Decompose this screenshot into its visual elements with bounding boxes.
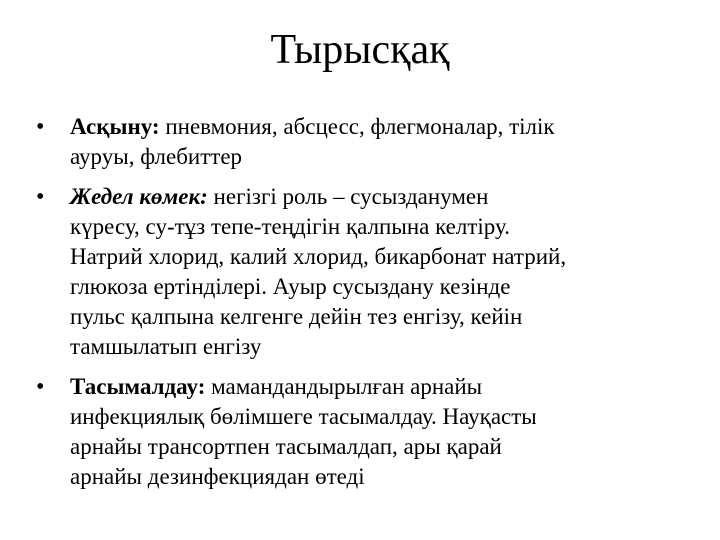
bullet-term: Асқыну: (70, 114, 160, 139)
bullet-line-2: ауруы, флебиттер (70, 144, 243, 169)
bullet-line-3: арнайы трансортпен тасымалдап, ары қарай (70, 434, 502, 459)
bullet-term: Жедел көмек: (70, 184, 208, 209)
bullet-item-complications (36, 112, 686, 172)
bullet-text: пневмония, абсцесс, флегмоналар, тілік (159, 114, 555, 139)
bullet-line-4: глюкоза ертінділері. Ауыр сусыздану кезінде (70, 274, 511, 299)
bullet-line-3: Натрий хлорид, калий хлорид, бикарбонат натрий, (70, 244, 567, 269)
bullet-item-first-aid (36, 182, 686, 362)
bullet-list (36, 112, 686, 502)
bullet-line-1 (70, 182, 686, 212)
bullet-line-5: пульс қалпына келгенге дейін тез енгізу, кейін (70, 304, 523, 329)
bullet-dot-icon: • (36, 114, 45, 140)
bullet-line-1 (70, 372, 686, 402)
bullet-line-6: тамшылатып енгізу (70, 334, 262, 359)
bullet-line-4: арнайы дезинфекциядан өтеді (70, 464, 365, 489)
bullet-dot-icon: • (36, 374, 45, 400)
bullet-line-1 (70, 112, 686, 142)
bullet-line-2: күресу, су-тұз тепе-теңдігін қалпына келтіру. (70, 214, 510, 239)
bullet-text: негізгі роль – сусызданумен (207, 184, 489, 209)
bullet-term: Тасымалдау: (70, 374, 206, 399)
bullet-dot-icon: • (36, 184, 45, 210)
bullet-item-transport (36, 372, 686, 492)
slide-title: Тырысқақ (270, 27, 450, 73)
bullet-text: мамандандырылған арнайы (205, 374, 483, 399)
bullet-line-2: инфекциялық бөлімшеге тасымалдау. Науқасты (70, 404, 537, 429)
